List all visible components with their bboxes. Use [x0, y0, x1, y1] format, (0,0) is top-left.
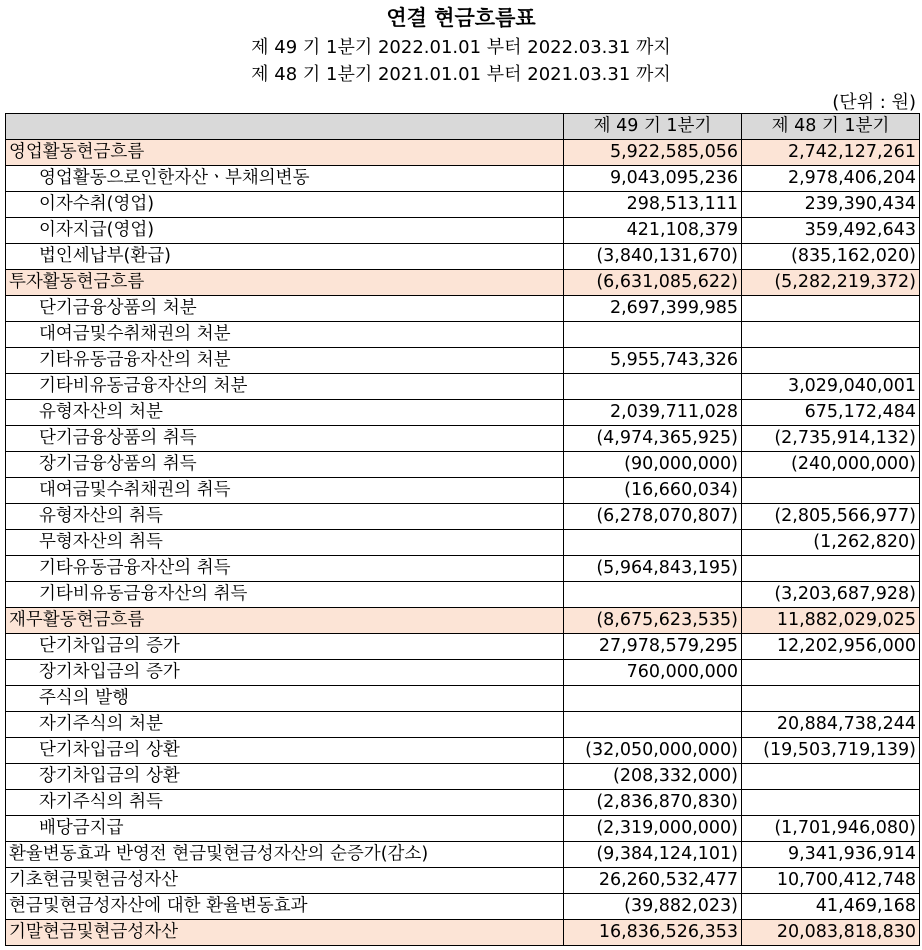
table-row: [6, 582, 920, 608]
current-period-value: (6,631,085,622): [564, 270, 742, 296]
row-label: 재무활동현금흐름: [6, 608, 564, 634]
previous-period-value: (5,282,219,372): [742, 270, 920, 296]
row-label: 영업활동으로인한자산ㆍ부채의변동: [6, 166, 564, 192]
table-row: [6, 218, 920, 244]
previous-period-value: 359,492,643: [742, 218, 920, 244]
current-period-value: [564, 322, 742, 348]
table-row: [6, 842, 920, 868]
current-period-value: [564, 374, 742, 400]
current-period-value: 16,836,526,353: [564, 920, 742, 946]
previous-period-value: [742, 764, 920, 790]
table-row: [6, 296, 920, 322]
previous-period-value: (19,503,719,139): [742, 738, 920, 764]
row-label: 기말현금및현금성자산: [6, 920, 564, 946]
current-period-value: (90,000,000): [564, 452, 742, 478]
header-label: [6, 114, 564, 140]
row-label: 단기차입금의 상환: [6, 738, 564, 764]
previous-period-value: [742, 348, 920, 374]
previous-period-value: (2,735,914,132): [742, 426, 920, 452]
current-period-value: [564, 686, 742, 712]
row-label: 환율변동효과 반영전 현금및현금성자산의 순증가(감소): [6, 842, 564, 868]
current-period-value: (8,675,623,535): [564, 608, 742, 634]
previous-period-value: [742, 478, 920, 504]
row-label: 자기주식의 처분: [6, 712, 564, 738]
table-row: [6, 894, 920, 920]
row-label: 장기금융상품의 취득: [6, 452, 564, 478]
table-row: [6, 816, 920, 842]
current-period-value: (208,332,000): [564, 764, 742, 790]
table-row: [6, 478, 920, 504]
table-row: [6, 634, 920, 660]
current-period-value: (9,384,124,101): [564, 842, 742, 868]
current-period-value: 421,108,379: [564, 218, 742, 244]
period-current: 제 49 기 1분기 2022.01.01 부터 2022.03.31 까지: [251, 37, 671, 58]
previous-period-value: 2,978,406,204: [742, 166, 920, 192]
cash-flow-table: [5, 113, 920, 946]
row-label: 기타비유동금융자산의 처분: [6, 374, 564, 400]
row-label: 이자지급(영업): [6, 218, 564, 244]
unit-label: (단위 : 원): [832, 92, 916, 113]
row-label: 영업활동현금흐름: [6, 140, 564, 166]
table-row: [6, 660, 920, 686]
row-label: 기타유동금융자산의 처분: [6, 348, 564, 374]
current-period-value: 9,043,095,236: [564, 166, 742, 192]
previous-period-value: (835,162,020): [742, 244, 920, 270]
previous-period-value: 239,390,434: [742, 192, 920, 218]
row-label: 자기주식의 취득: [6, 790, 564, 816]
current-period-value: 2,697,399,985: [564, 296, 742, 322]
previous-period-value: 20,884,738,244: [742, 712, 920, 738]
table-row: [6, 868, 920, 894]
previous-period-value: [742, 686, 920, 712]
previous-period-value: [742, 322, 920, 348]
previous-period-value: 10,700,412,748: [742, 868, 920, 894]
row-label: 투자활동현금흐름: [6, 270, 564, 296]
header-previous-period: 제 48 기 1분기: [742, 114, 920, 140]
table-row: [6, 426, 920, 452]
current-period-value: [564, 530, 742, 556]
current-period-value: (6,278,070,807): [564, 504, 742, 530]
previous-period-value: [742, 556, 920, 582]
table-row: [6, 452, 920, 478]
current-period-value: 2,039,711,028: [564, 400, 742, 426]
row-label: 단기금융상품의 취득: [6, 426, 564, 452]
current-period-value: 298,513,111: [564, 192, 742, 218]
row-label: 배당금지급: [6, 816, 564, 842]
section-total-row: [6, 920, 920, 946]
table-row: [6, 790, 920, 816]
current-period-value: (2,836,870,830): [564, 790, 742, 816]
table-row: [6, 374, 920, 400]
row-label: 단기금융상품의 처분: [6, 296, 564, 322]
previous-period-value: (1,701,946,080): [742, 816, 920, 842]
table-row: [6, 504, 920, 530]
previous-period-value: 675,172,484: [742, 400, 920, 426]
current-period-value: 26,260,532,477: [564, 868, 742, 894]
previous-period-value: 41,469,168: [742, 894, 920, 920]
row-label: 장기차입금의 상환: [6, 764, 564, 790]
header-current-period: 제 49 기 1분기: [564, 114, 742, 140]
table-row: [6, 322, 920, 348]
current-period-value: (16,660,034): [564, 478, 742, 504]
row-label: 기초현금및현금성자산: [6, 868, 564, 894]
row-label: 유형자산의 취득: [6, 504, 564, 530]
previous-period-value: 3,029,040,001: [742, 374, 920, 400]
table-row: [6, 400, 920, 426]
row-label: 기타비유동금융자산의 취득: [6, 582, 564, 608]
previous-period-value: (240,000,000): [742, 452, 920, 478]
current-period-value: (32,050,000,000): [564, 738, 742, 764]
current-period-value: 27,978,579,295: [564, 634, 742, 660]
previous-period-value: 20,083,818,830: [742, 920, 920, 946]
row-label: 대여금및수취채권의 취득: [6, 478, 564, 504]
table-row: [6, 530, 920, 556]
row-label: 무형자산의 취득: [6, 530, 564, 556]
previous-period-value: [742, 296, 920, 322]
statement-title: 연결 현금흐름표: [386, 6, 536, 30]
row-label: 장기차입금의 증가: [6, 660, 564, 686]
current-period-value: (5,964,843,195): [564, 556, 742, 582]
row-label: 법인세납부(환급): [6, 244, 564, 270]
table-row: [6, 556, 920, 582]
section-total-row: [6, 608, 920, 634]
section-total-row: [6, 270, 920, 296]
previous-period-value: [742, 790, 920, 816]
current-period-value: 5,922,585,056: [564, 140, 742, 166]
current-period-value: (4,974,365,925): [564, 426, 742, 452]
previous-period-value: [742, 660, 920, 686]
previous-period-value: 9,341,936,914: [742, 842, 920, 868]
table-header-row: [6, 114, 920, 140]
table-row: [6, 712, 920, 738]
period-previous: 제 48 기 1분기 2021.01.01 부터 2021.03.31 까지: [251, 64, 671, 85]
row-label: 단기차입금의 증가: [6, 634, 564, 660]
current-period-value: [564, 712, 742, 738]
current-period-value: (3,840,131,670): [564, 244, 742, 270]
current-period-value: [564, 582, 742, 608]
previous-period-value: (2,805,566,977): [742, 504, 920, 530]
row-label: 현금및현금성자산에 대한 환율변동효과: [6, 894, 564, 920]
current-period-value: 760,000,000: [564, 660, 742, 686]
section-total-row: [6, 140, 920, 166]
previous-period-value: (3,203,687,928): [742, 582, 920, 608]
row-label: 이자수취(영업): [6, 192, 564, 218]
current-period-value: (39,882,023): [564, 894, 742, 920]
table-row: [6, 348, 920, 374]
table-row: [6, 738, 920, 764]
current-period-value: 5,955,743,326: [564, 348, 742, 374]
previous-period-value: 2,742,127,261: [742, 140, 920, 166]
table-row: [6, 192, 920, 218]
previous-period-value: 12,202,956,000: [742, 634, 920, 660]
row-label: 유형자산의 처분: [6, 400, 564, 426]
row-label: 주식의 발행: [6, 686, 564, 712]
current-period-value: (2,319,000,000): [564, 816, 742, 842]
row-label: 기타유동금융자산의 취득: [6, 556, 564, 582]
table-row: [6, 686, 920, 712]
previous-period-value: (1,262,820): [742, 530, 920, 556]
table-row: [6, 244, 920, 270]
table-row: [6, 166, 920, 192]
previous-period-value: 11,882,029,025: [742, 608, 920, 634]
table-row: [6, 764, 920, 790]
row-label: 대여금및수취채권의 처분: [6, 322, 564, 348]
